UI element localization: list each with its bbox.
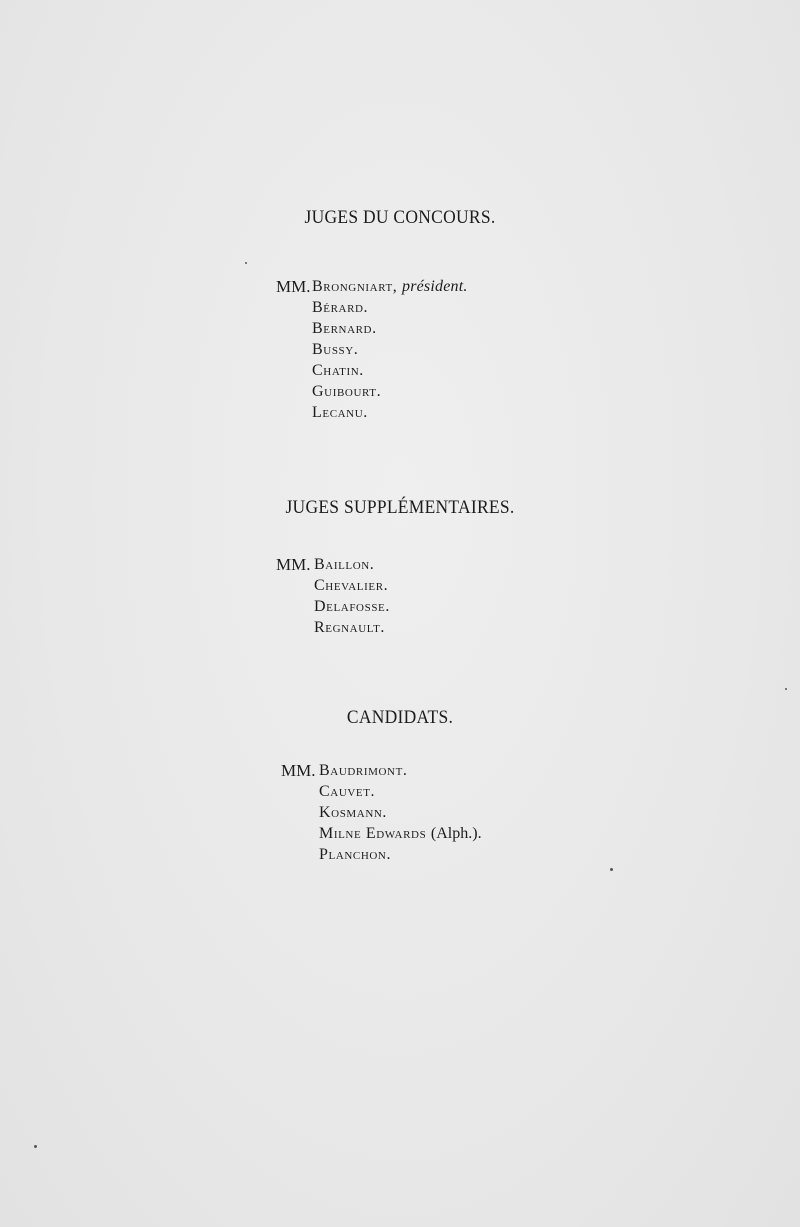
member-name: Bernard. <box>312 320 377 337</box>
member-name: Delafosse. <box>314 598 390 615</box>
member-names <box>312 276 468 423</box>
paper-speck <box>785 688 787 690</box>
member-name: Bussy. <box>312 341 359 358</box>
section-heading-candidats: CANDIDATS. <box>346 707 454 728</box>
member-prefix: MM. <box>281 761 316 780</box>
paper-speck <box>245 262 247 264</box>
member-name: Regnault. <box>314 619 385 636</box>
member-name: Baudrimont. <box>319 762 408 779</box>
section-heading-juges-supplementaires: JUGES SUPPLÉMENTAIRES. <box>285 497 515 518</box>
paper-speck <box>34 1145 37 1148</box>
member-name: Baillon. <box>314 556 375 573</box>
member-names <box>319 760 482 865</box>
member-name: Chatin. <box>312 362 364 379</box>
member-name: Kosmann. <box>319 804 388 821</box>
member-name: Bérard. <box>312 299 369 316</box>
member-names <box>314 554 390 638</box>
member-name: Cauvet. <box>319 783 376 800</box>
member-name-suffix: (Alph.). <box>430 825 482 842</box>
member-name: Lecanu. <box>312 404 368 421</box>
section-heading-juges-du-concours: JUGES DU CONCOURS. <box>304 207 496 228</box>
member-prefix: MM. <box>276 277 311 296</box>
member-name: Planchon. <box>319 846 392 863</box>
member-name: Chevalier. <box>314 577 389 594</box>
paper-speck <box>610 868 613 871</box>
member-name: Milne Edwards (Alph.). <box>319 825 482 842</box>
member-name: Brongniart, président. <box>312 278 468 295</box>
member-role: président. <box>402 278 468 295</box>
member-prefix: MM. <box>276 555 311 574</box>
member-name: Guibourt. <box>312 383 382 400</box>
